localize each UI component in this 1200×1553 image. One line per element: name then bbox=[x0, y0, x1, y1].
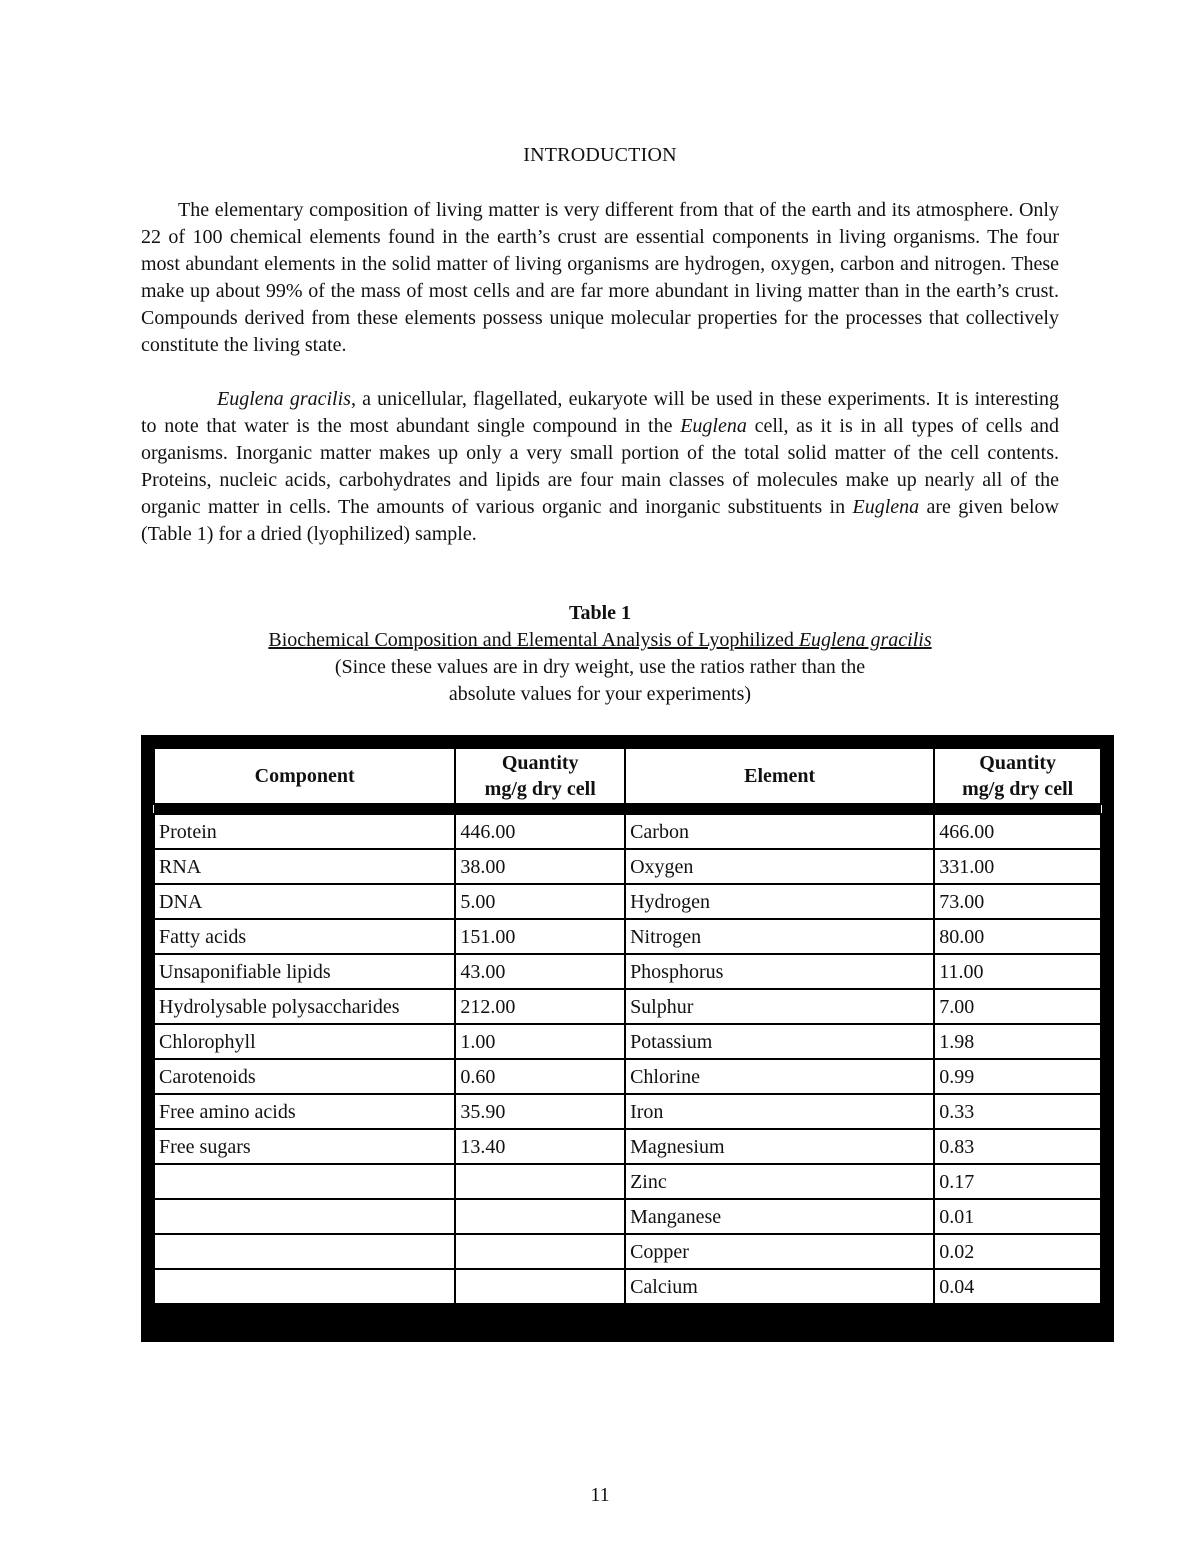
element-cell: Calcium bbox=[625, 1269, 934, 1304]
table-title bbox=[0, 627, 1200, 654]
header-component: Component bbox=[154, 748, 455, 804]
component-cell: DNA bbox=[154, 884, 455, 919]
page-number: 11 bbox=[590, 1484, 610, 1506]
header-component-quantity bbox=[455, 748, 625, 804]
element-cell: Chlorine bbox=[625, 1059, 934, 1094]
component-quantity-cell bbox=[455, 1199, 625, 1234]
component-cell: Hydrolysable polysaccharides bbox=[154, 989, 455, 1024]
element-quantity-cell: 0.02 bbox=[934, 1234, 1101, 1269]
element-cell: Oxygen bbox=[625, 849, 934, 884]
component-quantity-cell: 43.00 bbox=[455, 954, 625, 989]
table-row bbox=[154, 919, 1101, 954]
element-quantity-cell: 0.99 bbox=[934, 1059, 1101, 1094]
header-quantity-label: Quantity bbox=[501, 752, 579, 774]
table-row bbox=[154, 954, 1101, 989]
composition-table bbox=[153, 747, 1102, 1305]
table-note-line-1: (Since these values are in dry weight, use the ratios rather than the bbox=[334, 656, 866, 678]
component-cell: Carotenoids bbox=[154, 1059, 455, 1094]
element-cell: Iron bbox=[625, 1094, 934, 1129]
table-caption bbox=[0, 600, 1200, 708]
table-row bbox=[154, 1024, 1101, 1059]
component-cell bbox=[154, 1234, 455, 1269]
element-quantity-cell: 0.04 bbox=[934, 1269, 1101, 1304]
element-quantity-cell: 0.17 bbox=[934, 1164, 1101, 1199]
header-quantity-unit: mg/g dry cell bbox=[962, 778, 1074, 800]
component-quantity-cell: 35.90 bbox=[455, 1094, 625, 1129]
component-quantity-cell: 446.00 bbox=[455, 814, 625, 849]
table-row bbox=[154, 1164, 1101, 1199]
element-quantity-cell: 11.00 bbox=[934, 954, 1101, 989]
element-quantity-cell: 466.00 bbox=[934, 814, 1101, 849]
table-row bbox=[154, 1059, 1101, 1094]
component-cell bbox=[154, 1164, 455, 1199]
header-separator bbox=[154, 804, 1101, 814]
table-row bbox=[154, 1234, 1101, 1269]
component-cell: Free sugars bbox=[154, 1129, 455, 1164]
composition-table-frame bbox=[141, 735, 1114, 1342]
element-cell: Potassium bbox=[625, 1024, 934, 1059]
element-cell: Zinc bbox=[625, 1164, 934, 1199]
intro-paragraph-2 bbox=[141, 386, 1059, 548]
element-quantity-cell: 73.00 bbox=[934, 884, 1101, 919]
table-row bbox=[154, 849, 1101, 884]
paragraph-text: The elementary composition of living matter is very different from that of the earth and its atmosphere. Only 22 of 100 chemical elements found in the earth’s crust are essential components in living organisms. The four most abundant elements in the solid matter of living organisms are hydrogen, oxygen, carbon and nitrogen. These make up about 99% of the mass of most cells and are far more abundant in living matter than in the earth’s crust. Compounds derived from these elements possess unique molecular properties for the processes that collectively constitute the living state. bbox=[141, 199, 1059, 356]
component-cell: Fatty acids bbox=[154, 919, 455, 954]
element-quantity-cell: 1.98 bbox=[934, 1024, 1101, 1059]
element-cell: Hydrogen bbox=[625, 884, 934, 919]
component-cell: Free amino acids bbox=[154, 1094, 455, 1129]
header-quantity-label: Quantity bbox=[979, 752, 1056, 774]
component-cell bbox=[154, 1199, 455, 1234]
table-row bbox=[154, 1199, 1101, 1234]
component-cell: Protein bbox=[154, 814, 455, 849]
table-row bbox=[154, 1269, 1101, 1304]
header-quantity-unit: mg/g dry cell bbox=[484, 778, 596, 800]
component-quantity-cell: 5.00 bbox=[455, 884, 625, 919]
component-quantity-cell: 212.00 bbox=[455, 989, 625, 1024]
component-quantity-cell: 38.00 bbox=[455, 849, 625, 884]
element-cell: Manganese bbox=[625, 1199, 934, 1234]
component-quantity-cell bbox=[455, 1164, 625, 1199]
text-segment: are given below (Table 1) for a dried (lyophilized) sample. bbox=[141, 496, 1059, 545]
header-element-quantity bbox=[934, 748, 1101, 804]
section-heading: INTRODUCTION bbox=[523, 144, 677, 166]
separator-bar bbox=[154, 804, 1101, 814]
table-row bbox=[154, 884, 1101, 919]
component-cell bbox=[154, 1269, 455, 1304]
component-quantity-cell: 0.60 bbox=[455, 1059, 625, 1094]
element-cell: Carbon bbox=[625, 814, 934, 849]
component-quantity-cell: 13.40 bbox=[455, 1129, 625, 1164]
component-cell: Chlorophyll bbox=[154, 1024, 455, 1059]
table-title-text: Biochemical Composition and Elemental Analysis of Lyophilized bbox=[268, 629, 799, 651]
element-cell: Magnesium bbox=[625, 1129, 934, 1164]
table-body bbox=[154, 814, 1101, 1304]
text-segment: , a unicellular, flagellated, eukaryote will be used in these experiments. It is interesting to note that water is the most abundant single compound in the bbox=[141, 388, 1059, 437]
component-cell: RNA bbox=[154, 849, 455, 884]
genus-name: Euglena bbox=[852, 496, 920, 518]
paragraph-text bbox=[141, 386, 1059, 548]
element-cell: Sulphur bbox=[625, 989, 934, 1024]
table-row bbox=[154, 1094, 1101, 1129]
element-quantity-cell: 0.83 bbox=[934, 1129, 1101, 1164]
component-quantity-cell: 151.00 bbox=[455, 919, 625, 954]
component-cell: Unsaponifiable lipids bbox=[154, 954, 455, 989]
intro-paragraph-1 bbox=[141, 197, 1059, 359]
component-quantity-cell: 1.00 bbox=[455, 1024, 625, 1059]
table-row bbox=[154, 1129, 1101, 1164]
element-quantity-cell: 0.01 bbox=[934, 1199, 1101, 1234]
element-quantity-cell: 7.00 bbox=[934, 989, 1101, 1024]
genus-name: Euglena bbox=[680, 415, 747, 437]
header-element: Element bbox=[625, 748, 934, 804]
table-row bbox=[154, 814, 1101, 849]
element-cell: Copper bbox=[625, 1234, 934, 1269]
element-quantity-cell: 80.00 bbox=[934, 919, 1101, 954]
component-quantity-cell bbox=[455, 1234, 625, 1269]
table-row bbox=[154, 989, 1101, 1024]
element-cell: Nitrogen bbox=[625, 919, 934, 954]
species-name: Euglena gracilis bbox=[217, 388, 351, 410]
element-quantity-cell: 0.33 bbox=[934, 1094, 1101, 1129]
element-cell: Phosphorus bbox=[625, 954, 934, 989]
element-quantity-cell: 331.00 bbox=[934, 849, 1101, 884]
component-quantity-cell bbox=[455, 1269, 625, 1304]
table-header-row bbox=[154, 748, 1101, 804]
text-segment: cell, as it is in all types of cells and organisms. Inorganic matter makes up only a very small portion of the total solid matter of the cell contents. Proteins, nucleic acids, carbohydrates and lipids are four main classes of molecules make up nearly all of the organic matter in cells. The amounts of various organic and inorganic substituents in bbox=[141, 415, 1060, 518]
table-note-line-2: absolute values for your experiments) bbox=[448, 683, 752, 705]
table-title-species: Euglena gracilis bbox=[798, 629, 932, 651]
table-label: Table 1 bbox=[568, 602, 632, 624]
